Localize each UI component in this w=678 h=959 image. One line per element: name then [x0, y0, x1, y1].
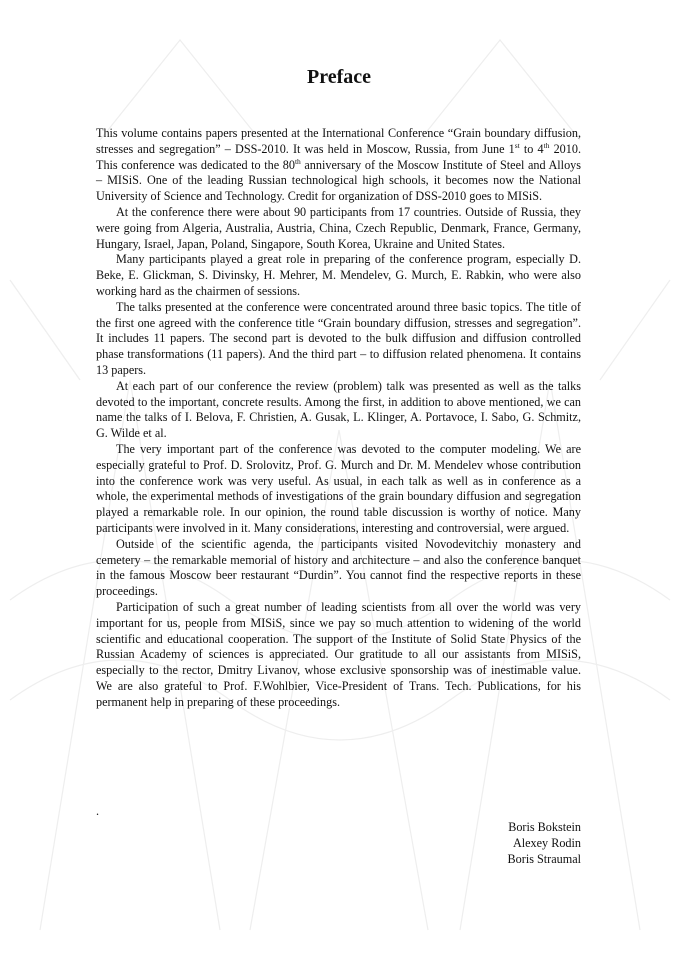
paragraph-intro-part-3: 2010. This conference was dedicated to the 80 [96, 141, 582, 172]
paragraph-intro-part-1: This volume contains papers presented at the International Conference “Grain boundary diffusion, stresses and segregation” – DSS-2010. It was held in Moscow, Russia, from June 1 [96, 126, 581, 156]
superscript-th-anniversary: th [294, 156, 301, 166]
signature-name: Boris Straumal [507, 852, 581, 866]
signature-name: Boris Bokstein [508, 820, 581, 834]
paragraph-agenda: Outside of the scientific agenda, the participants visited Novodevitchiy monastery and cemetery – the remarkable memorial of history and architecture – and also the conference banquet in the famous Moscow beer restaurant “Durdin”. You cannot find the respective reports in these proceedings. [96, 536, 581, 599]
paragraph-participants: At the conference there were about 90 participants from 17 countries. Outside of Russia, they were going from Algeria, Australia, Austria, China, Czech Republic, Denmark, France, Germany, Hungary, Israel, Japan, Poland, Singapore, South Korea, Ukraine and United States. [96, 204, 581, 251]
preface-body [96, 126, 581, 710]
paragraph-intro [96, 126, 581, 205]
signature-block [508, 819, 581, 867]
page-title: Preface [306, 66, 372, 88]
paragraph-program: Many participants played a great role in preparing of the conference program, especially D. Beke, E. Glickman, S. Divinsky, H. Mehrer, M. Mendelev, G. Murch, E. Rabkin, who were also working hard as the chairmen of sessions. [96, 252, 581, 298]
paragraph-modeling: The very important part of the conference was devoted to the computer modeling. We are especially grateful to Prof. D. Srolovitz, Prof. G. Murch and Dr. M. Mendelev whose contribution into the conference work was very useful. As usual, in each talk as well as in conference as a whole, the experimental methods of investigations of the grain boundary diffusion and segregation played a remarkable role. In our opinion, the round table discussion is worthy of notice. Many participants were involved in it. Many considerations, interesting and controversial, were argued. [96, 441, 581, 535]
paragraph-topics: The talks presented at the conference were concentrated around three basic topics. The title of the first one agreed with the conference title “Grain boundary diffusion, stresses and segregation”. It includes 11 papers. The second part is devoted to the bulk diffusion and diffusion controlled phase transformations (11 papers). And the third part – to diffusion related phenomena. It contains 13 papers. [96, 299, 581, 377]
paragraph-acknowledgements: Participation of such a great number of leading scientists from all over the world was very important for us, people from MISiS, since we pay so much attention to widening of the world scientific and educational cooperation. The support of the Institute of Solid State Physics of the Russian Academy of sciences is appreciated. Our gratitude to all our assistants from MISiS, especially to the rector, Dmitry Livanov, whose exclusive sponsorship was of inestimable value. We are also grateful to Prof. F.Wohlbier, Vice-President of Trans. Tech. Publications, for his permanent help in preparing of these proceedings. [96, 599, 581, 709]
superscript-th-date: th [543, 140, 550, 150]
paragraph-intro-part-4: anniversary of the Moscow Institute of Steel and Alloys – MISiS. One of the leading Russian technological high schools, it becomes now the National University of Science and Technology. Credit for organization of DSS-2010 goes to MISiS. [96, 157, 581, 204]
signature-name: Alexey Rodin [512, 836, 581, 850]
paragraph-review-talks: At each part of our conference the review (problem) talk was presented as well as the talks devoted to the important, concrete results. Among the first, in addition to above mentioned, we can name the talks of I. Belova, F. Christien, A. Gusak, L. Klinger, A. Portavoce, I. Sabo, G. Schmitz, G. Wilde et al. [96, 378, 581, 441]
stray-mark: . [96, 804, 100, 818]
paragraph-intro-part-2: to 4 [519, 141, 544, 156]
superscript-st: st [514, 140, 520, 150]
